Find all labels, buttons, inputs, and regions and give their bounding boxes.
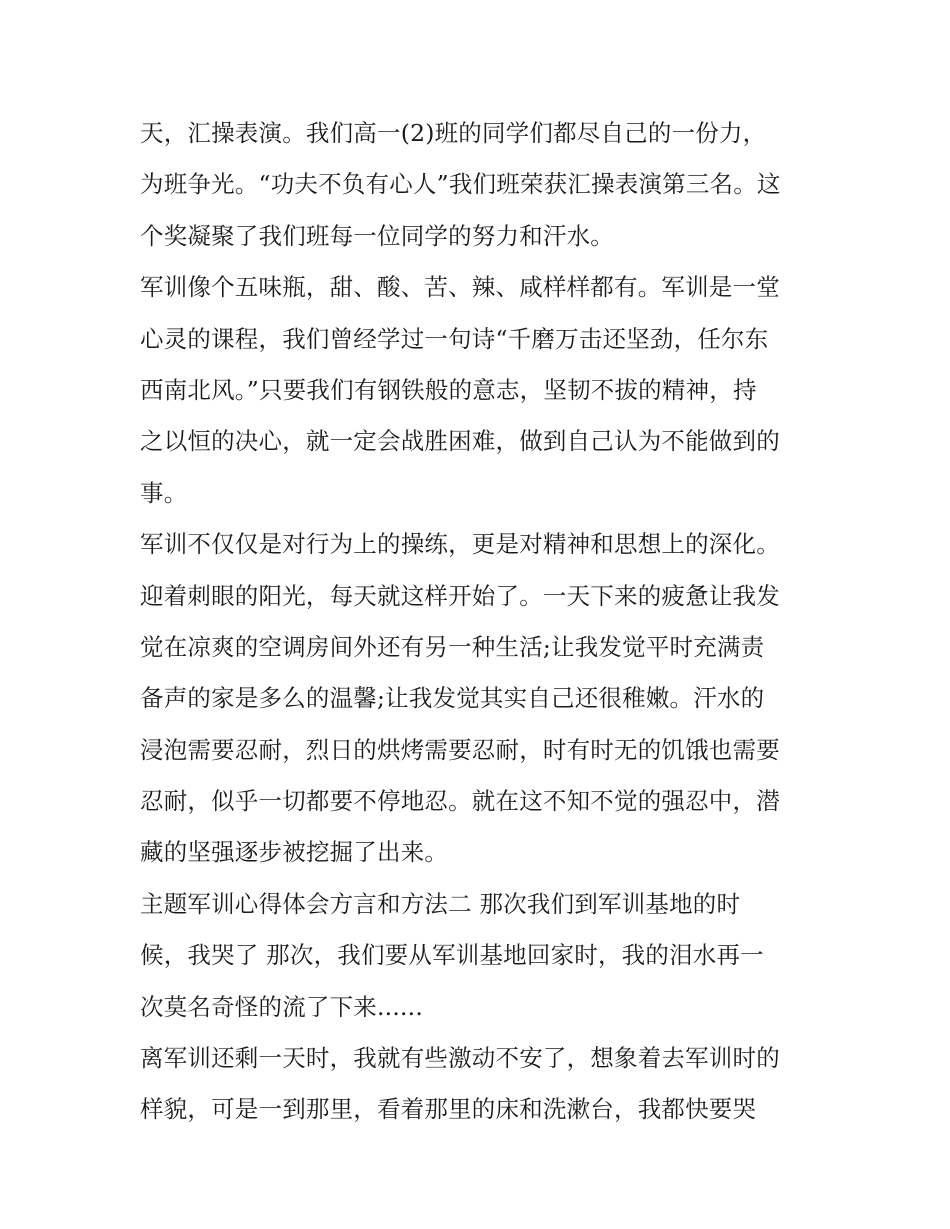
text-line: 军训不仅仅是对行为上的操练，更是对精神和思想上的深化。: [140, 530, 780, 559]
text-line: 样貌，可是一到那里，看着那里的床和洗漱台，我都快要哭: [140, 1095, 757, 1124]
text-line: 军训像个五味瓶，甜、酸、苦、辣、咸样样都有。军训是一堂: [140, 273, 780, 302]
text-line: 觉在凉爽的空调房间外还有另一种生活;让我发觉平时充满责: [140, 632, 765, 661]
text-line: 忍耐，似乎一切都要不停地忍。就在这不知不觉的强忍中，潜: [140, 787, 780, 816]
text-line: 次莫名奇怪的流了下来......: [140, 992, 424, 1021]
text-line: 天，汇操表演。我们高一(2)班的同学们都尽自己的一份力，: [140, 119, 767, 147]
document-body: [140, 108, 820, 1136]
text-line: 主题军训心得体会方言和方法二 那次我们到军训基地的时: [140, 889, 741, 918]
text-line: 候，我哭了 那次，我们要从军训基地回家时，我的泪水再一: [140, 941, 764, 970]
text-line: 为班争光。“功夫不负有心人”我们班荣获汇操表演第三名。这: [140, 170, 781, 199]
text-line: 浸泡需要忍耐，烈日的烘烤需要忍耐，时有时无的饥饿也需要: [140, 735, 780, 764]
text-line: 迎着刺眼的阳光，每天就这样开始了。一天下来的疲惫让我发: [140, 581, 780, 610]
text-line: 心灵的课程，我们曾经学过一句诗“千磨万击还坚劲，任尔东: [140, 324, 769, 353]
text-line: 个奖凝聚了我们班每一位同学的努力和汗水。: [140, 221, 614, 250]
text-line: 之以恒的决心，就一定会战胜困难，做到自己认为不能做到的: [140, 427, 780, 456]
text-line: 离军训还剩一天时，我就有些激动不安了，想象着去军训时的: [140, 1044, 780, 1073]
text-line: 备声的家是多么的温馨;让我发觉其实自己还很稚嫩。汗水的: [140, 684, 765, 713]
text-line: 藏的坚强逐步被挖掘了出来。: [140, 838, 449, 867]
text-line: 事。: [140, 478, 188, 507]
text-line: 西南北风。”只要我们有钢铁般的意志，坚韧不拔的精神，持: [140, 375, 757, 404]
